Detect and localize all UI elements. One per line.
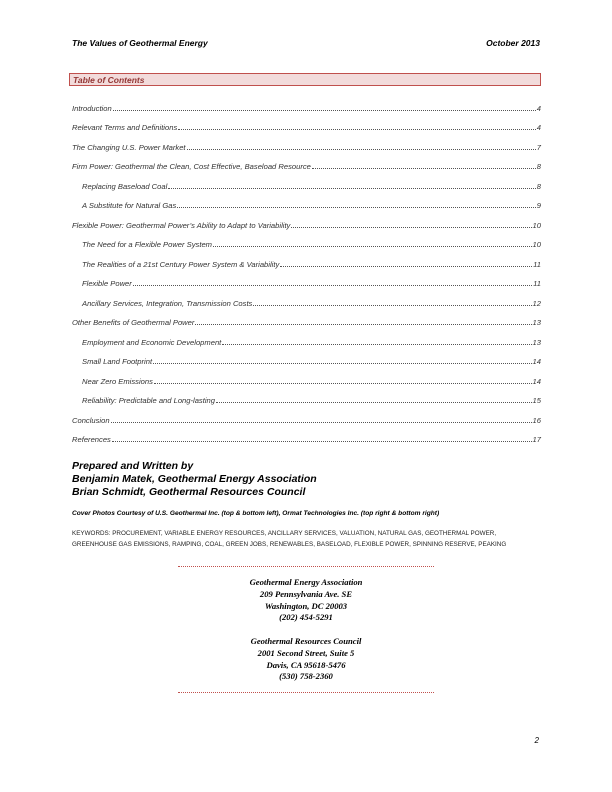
toc-entry-page: 14: [532, 376, 541, 386]
page-number: 2: [534, 736, 539, 745]
toc-entry-title: Introduction: [72, 103, 112, 113]
toc-entry-title: References: [72, 435, 111, 444]
toc-entry-title: Small Land Footprint: [82, 357, 153, 366]
toc-entry[interactable]: [72, 132, 541, 152]
toc-dot-leader: [195, 323, 531, 325]
toc-entry[interactable]: [72, 230, 541, 250]
toc-entry[interactable]: [72, 191, 541, 211]
toc-dot-leader: [177, 206, 536, 208]
address-phone: (530) 758-2360: [279, 671, 333, 682]
toc-dot-leader: [291, 226, 531, 228]
toc-entry-page: 8: [536, 162, 541, 171]
divider-top: [178, 566, 434, 567]
toc-entry-title: Firm Power: Geothermal the Clean, Cost Effective, Baseload Resource: [72, 162, 311, 171]
toc-entry-page: 4: [536, 103, 541, 113]
toc-dot-leader: [111, 421, 532, 423]
toc-entry-page: 16: [532, 415, 541, 425]
toc-entry[interactable]: [72, 152, 541, 172]
toc-dot-leader: [113, 109, 536, 111]
toc-entry-title: A Substitute for Natural Gas: [82, 201, 177, 210]
keywords-text: KEYWORDS: PROCUREMENT, VARIABLE ENERGY RESOURCES, ANCILLARY SERVICES, VALUATION, NATURAL GAS, GEOTHERMAL POWER, GREENHOUSE GAS EMISSIONS, RAMPING, COAL, GREEN JOBS, RENEWABLES, BASELOAD, FLEXIBLE POWER, SPINNING RESERVE, PEAKING: [72, 530, 507, 548]
toc-entry[interactable]: [72, 405, 541, 425]
toc-entry-page: 12: [532, 298, 541, 308]
toc-entry[interactable]: [72, 249, 541, 269]
document-date: October 2013: [486, 38, 540, 48]
toc-entry-title: The Realities of a 21st Century Power System & Variability: [82, 259, 280, 269]
toc-dot-leader: [154, 382, 532, 384]
address-city: Washington, DC 20003: [264, 600, 348, 611]
document-title: The Values of Geothermal Energy: [72, 38, 208, 48]
divider-bottom: [178, 692, 434, 693]
toc-entry-title: Replacing Baseload Coal: [82, 181, 168, 191]
address-org: Geothermal Resources Council: [250, 636, 362, 646]
author-2: Brian Schmidt, Geothermal Resources Council: [72, 486, 306, 498]
toc-entry-title: Near Zero Emissions: [82, 376, 153, 386]
toc-dot-leader: [280, 265, 532, 267]
toc-dot-leader: [312, 167, 536, 169]
address-org: Geothermal Energy Association: [249, 577, 363, 587]
toc-entry-page: 11: [533, 259, 541, 269]
toc-entry[interactable]: [72, 425, 541, 445]
toc-entry-title: The Need for a Flexible Power System: [82, 240, 212, 249]
address-gea: [178, 577, 434, 624]
address-street: 209 Pennsylvania Ave. SE: [259, 588, 353, 599]
toc-entry-title: Flexible Power: Geothermal Power’s Ability to Adapt to Variability: [72, 220, 291, 230]
address-phone: (202) 454-5291: [279, 612, 333, 623]
toc-entry-page: 11: [533, 279, 541, 288]
toc-dot-leader: [112, 440, 532, 442]
toc-entry-title: Other Benefits of Geothermal Power: [72, 318, 195, 327]
toc-heading: Table of Contents: [69, 73, 541, 86]
toc-entry[interactable]: [72, 347, 541, 367]
toc-entry-title: Conclusion: [72, 415, 110, 425]
toc-dot-leader: [178, 128, 536, 130]
toc-dot-leader: [213, 245, 532, 247]
table-of-contents: [72, 93, 541, 444]
toc-dot-leader: [253, 304, 531, 306]
toc-entry-page: 17: [532, 435, 541, 444]
address-grc: [178, 636, 434, 683]
toc-dot-leader: [153, 362, 531, 364]
toc-entry-page: 7: [536, 142, 541, 152]
toc-entry[interactable]: [72, 386, 541, 406]
toc-dot-leader: [133, 284, 532, 286]
toc-entry-title: Reliability: Predictable and Long-lasting: [82, 396, 215, 405]
toc-entry-title: Employment and Economic Development: [82, 337, 222, 347]
toc-entry-page: 10: [532, 220, 541, 230]
toc-entry[interactable]: [72, 269, 541, 289]
toc-entry[interactable]: [72, 93, 541, 113]
toc-entry-page: 13: [532, 318, 541, 327]
toc-entry-page: 13: [532, 337, 541, 347]
toc-entry-title: Relevant Terms and Definitions: [72, 123, 178, 132]
toc-entry-title: Ancillary Services, Integration, Transmission Costs: [82, 298, 253, 308]
toc-entry-page: 10: [532, 240, 541, 249]
toc-dot-leader: [222, 343, 531, 345]
page-header: [72, 38, 540, 48]
toc-entry[interactable]: [72, 288, 541, 308]
authors-block: [72, 460, 317, 499]
toc-dot-leader: [216, 401, 532, 403]
toc-entry[interactable]: [72, 113, 541, 133]
toc-entry[interactable]: [72, 171, 541, 191]
toc-entry[interactable]: [72, 308, 541, 328]
toc-dot-leader: [187, 148, 536, 150]
toc-entry[interactable]: [72, 210, 541, 230]
toc-entry[interactable]: [72, 327, 541, 347]
toc-entry-page: 14: [532, 357, 541, 366]
address-street: 2001 Second Street, Suite 5: [257, 647, 355, 658]
toc-dot-leader: [168, 187, 535, 189]
toc-entry[interactable]: [72, 366, 541, 386]
author-1: Benjamin Matek, Geothermal Energy Association: [72, 473, 317, 485]
toc-entry-title: The Changing U.S. Power Market: [72, 142, 186, 152]
prepared-by-label: Prepared and Written by: [72, 460, 194, 472]
toc-entry-page: 4: [536, 123, 541, 132]
toc-entry-page: 9: [536, 201, 541, 210]
toc-entry-title: Flexible Power: [82, 279, 132, 288]
cover-photo-credits: Cover Photos Courtesy of U.S. Geothermal Inc. (top & bottom left), Ormat Technologies Inc. (top right & bottom right): [72, 510, 440, 517]
toc-entry-page: 15: [532, 396, 541, 405]
toc-entry-page: 8: [536, 181, 541, 191]
address-city: Davis, CA 95618-5476: [266, 659, 346, 670]
